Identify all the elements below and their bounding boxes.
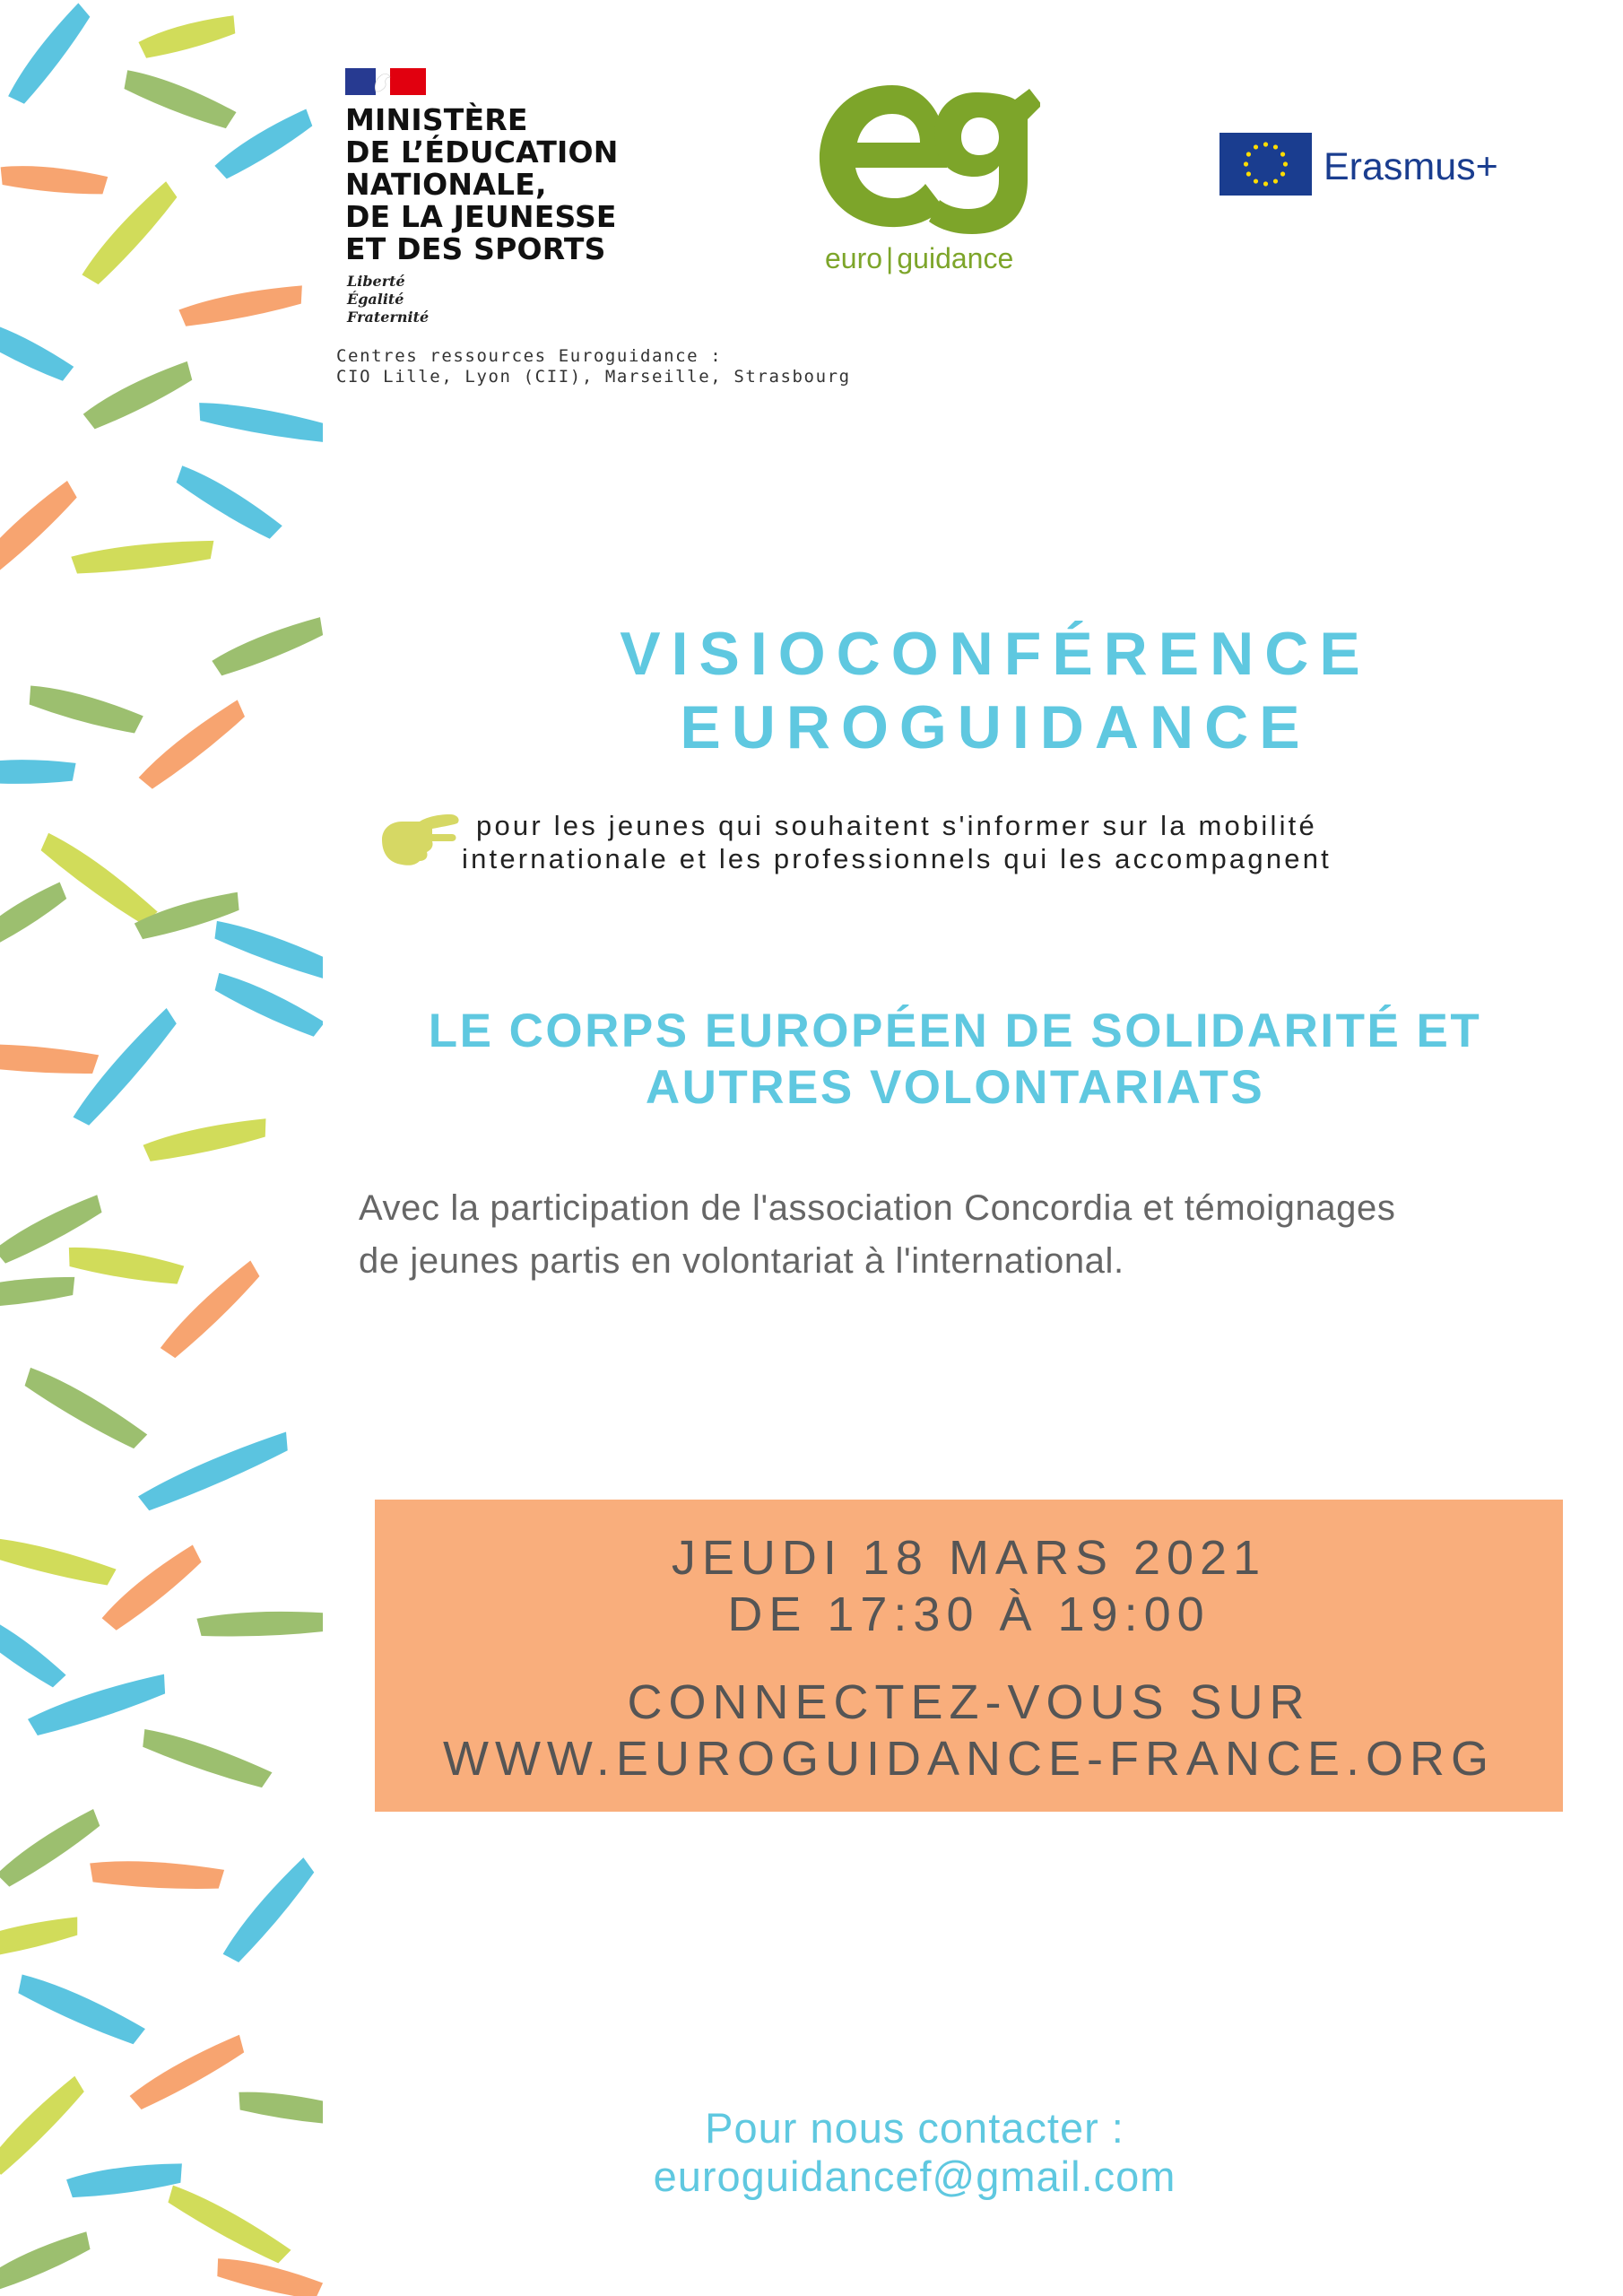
brush-stroke [100, 1540, 206, 1637]
brush-stroke [0, 2226, 94, 2296]
event-time: DE 17:30 À 19:00 [727, 1587, 1211, 1641]
subtitle-line: internationale et les professionnels qui les accompagnent [462, 843, 1332, 874]
resource-centres-line: Centres ressources Euroguidance : [336, 346, 723, 366]
brush-stroke [20, 1365, 151, 1452]
brush-stroke [211, 611, 323, 681]
flag-red-band [390, 68, 426, 95]
brush-stroke [143, 1112, 271, 1167]
ministry-motto [347, 273, 429, 326]
euroguidance-logo [807, 49, 1040, 291]
event-url-link[interactable]: WWW.EUROGUIDANCE-FRANCE.ORG [443, 1732, 1495, 1786]
description-line: de jeunes partis en volontariat à l'international. [359, 1241, 1124, 1281]
description [359, 1182, 1395, 1288]
brush-stroke [0, 1804, 104, 1892]
eu-star-icon [1273, 178, 1278, 183]
brush-stroke [137, 1426, 294, 1517]
main-title-line: VISIOCONFÉRENCE [620, 620, 1371, 688]
topic-line: LE CORPS EUROPÉEN DE SOLIDARITÉ ET [428, 1004, 1482, 1057]
eu-flag-icon [1219, 133, 1312, 196]
topic-heading [359, 1003, 1551, 1116]
eu-star-icon [1280, 171, 1285, 176]
eu-star-icon [1263, 181, 1268, 186]
brush-stroke [66, 1245, 186, 1285]
brush-stroke [178, 279, 307, 332]
brush-stroke [35, 831, 161, 927]
main-title [502, 617, 1488, 764]
eu-star-icon [1244, 161, 1248, 166]
ministry-name-line: MINISTÈRE [345, 102, 528, 137]
eu-star-icon [1273, 144, 1278, 149]
brush-stroke-pattern [0, 0, 323, 2296]
resource-centres [336, 346, 851, 387]
brush-stroke [163, 2183, 294, 2266]
resource-centres-line: CIO Lille, Lyon (CII), Marseille, Strasbourg [336, 367, 851, 387]
brush-stroke [128, 2029, 248, 2115]
brush-stroke [196, 400, 323, 443]
eu-star-icon [1246, 171, 1251, 176]
brush-stroke [0, 876, 70, 953]
eu-star-icon [1280, 152, 1285, 156]
brush-stroke [137, 695, 249, 795]
eg-caption-guidance: guidance [897, 242, 1014, 274]
brush-stroke [90, 1860, 224, 1889]
brush-stroke [0, 164, 108, 195]
eu-star-icon [1246, 152, 1251, 156]
brush-stroke [66, 2157, 186, 2204]
brush-stroke [120, 67, 239, 130]
brush-stroke [0, 317, 76, 383]
ministry-logo [345, 65, 641, 343]
eu-star-icon [1263, 142, 1268, 146]
brush-stroke [6, 0, 93, 109]
brush-stroke [0, 1611, 70, 1691]
ministry-name-line: ET DES SPORTS [345, 231, 606, 266]
ministry-name [345, 104, 619, 265]
brush-stroke [0, 2072, 88, 2180]
main-title-line: EUROGUIDANCE [680, 693, 1311, 761]
eu-star-icon [1254, 144, 1258, 149]
erasmus-text: Erasmus+ [1324, 145, 1498, 188]
contact-email-link[interactable]: euroguidancef@gmail.com [653, 2152, 1176, 2200]
motto-line: Liberté [347, 273, 405, 290]
topic-line: AUTRES VOLONTARIATS [645, 1061, 1265, 1114]
brush-stroke [0, 756, 77, 787]
brush-stroke [0, 475, 81, 583]
motto-line: Fraternité [347, 309, 430, 326]
brush-stroke [196, 1606, 323, 1640]
brush-stroke [71, 535, 216, 579]
brush-stroke [0, 1535, 117, 1587]
brush-stroke [82, 355, 196, 435]
euroguidance-caption [825, 242, 1013, 275]
ministry-name-line: DE LA JEUNESSE [345, 199, 617, 234]
event-info-box [375, 1500, 1563, 1812]
description-line: Avec la participation de l'association Concordia et témoignages [359, 1188, 1396, 1228]
erasmus-logo [1219, 133, 1524, 200]
brush-stroke [213, 2256, 323, 2296]
brush-stroke [171, 464, 285, 542]
brush-stroke [13, 1972, 148, 2048]
pointing-hand-icon [375, 805, 464, 870]
event-date: JEUDI 18 MARS 2021 [671, 1531, 1267, 1585]
ministry-name-line: DE L’ÉDUCATION [345, 135, 619, 170]
eg-mark-icon [807, 49, 1040, 238]
brush-stroke [237, 2090, 323, 2126]
eg-caption-separator: | [886, 242, 894, 274]
eu-star-icon [1283, 161, 1288, 166]
brush-stroke [138, 9, 239, 63]
subtitle-line: pour les jeunes qui souhaitent s'informer sur la mobilité [476, 810, 1317, 841]
motto-line: Égalité [347, 291, 404, 308]
brush-stroke [0, 1043, 99, 1074]
event-info-text [375, 1530, 1563, 1787]
brush-stroke [138, 1726, 274, 1789]
eu-star-icon [1254, 178, 1258, 183]
marianne-icon [370, 70, 394, 93]
event-connect-label: CONNECTEZ-VOUS SUR [627, 1675, 1311, 1729]
brush-stroke [25, 683, 144, 735]
brush-stroke [221, 1854, 317, 1968]
contact-label: Pour nous contacter : [705, 2104, 1124, 2152]
eg-caption-euro: euro [825, 242, 883, 274]
contact-block [466, 2104, 1363, 2201]
brush-stroke [211, 970, 323, 1039]
brush-stroke [0, 1271, 77, 1314]
ministry-name-line: NATIONALE, [345, 167, 547, 202]
brush-stroke [0, 1910, 82, 1964]
brush-stroke [210, 918, 323, 984]
subtitle [462, 809, 1332, 875]
